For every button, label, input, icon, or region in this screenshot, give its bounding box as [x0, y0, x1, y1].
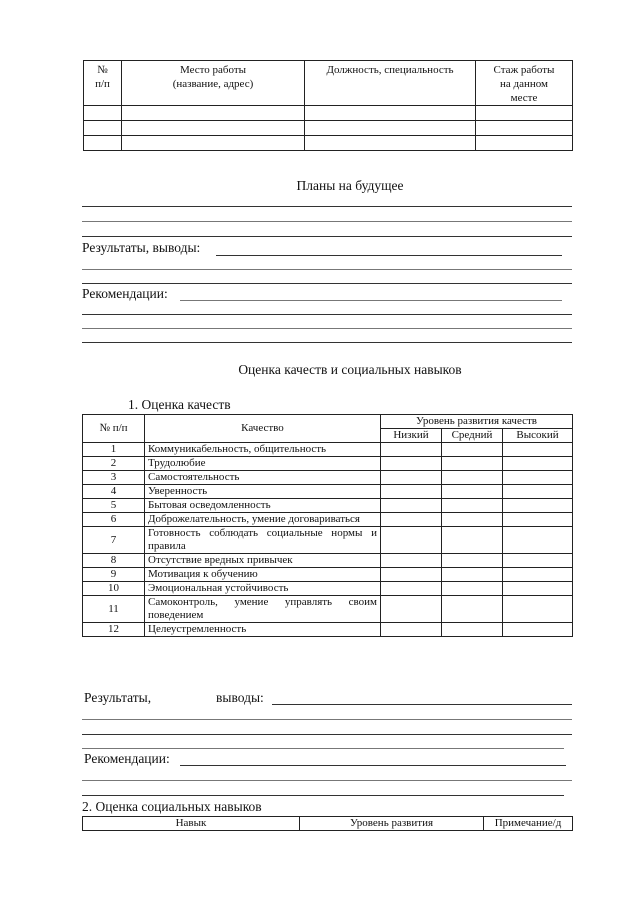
work-table-cell[interactable]: [84, 136, 122, 151]
quality-level-high-cell[interactable]: [503, 554, 573, 568]
quality-level-low-cell[interactable]: [381, 582, 442, 596]
quality-level-low-cell[interactable]: [381, 471, 442, 485]
work-history-table: [83, 60, 573, 151]
work-table-cell[interactable]: [84, 121, 122, 136]
work-table-cell[interactable]: [305, 106, 476, 121]
col-level-header: Уровень развития качеств: [381, 415, 573, 429]
recommendations-2-line-2[interactable]: [82, 780, 572, 781]
results-line-1[interactable]: [216, 255, 562, 256]
quality-level-mid-cell[interactable]: [442, 485, 503, 499]
quality-level-mid-cell[interactable]: [442, 596, 503, 623]
quality-level-low-cell[interactable]: [381, 623, 442, 637]
quality-number: 8: [83, 554, 145, 568]
quality-level-low-cell[interactable]: [381, 596, 442, 623]
work-col-tenure: Стаж работы на данном месте: [476, 61, 573, 106]
quality-name: Целеустремленность: [145, 623, 381, 637]
level-low-header: Низкий: [381, 429, 442, 443]
quality-name: Трудолюбие: [145, 457, 381, 471]
quality-level-mid-cell[interactable]: [442, 527, 503, 554]
level-high-header: Высокий: [503, 429, 573, 443]
quality-row: [83, 596, 573, 623]
quality-level-high-cell[interactable]: [503, 527, 573, 554]
quality-level-low-cell[interactable]: [381, 457, 442, 471]
quality-level-mid-cell[interactable]: [442, 499, 503, 513]
results-label: Результаты, выводы:: [82, 240, 201, 255]
quality-level-low-cell[interactable]: [381, 554, 442, 568]
quality-number: 6: [83, 513, 145, 527]
quality-level-mid-cell[interactable]: [442, 457, 503, 471]
quality-row: [83, 443, 573, 457]
skills-col-level: Уровень развития: [300, 817, 484, 831]
qualities-table: [82, 414, 573, 637]
work-table-cell[interactable]: [122, 136, 305, 151]
work-table-cell[interactable]: [122, 121, 305, 136]
quality-row: [83, 568, 573, 582]
results-line-3[interactable]: [82, 283, 572, 284]
quality-name: Бытовая осведомленность: [145, 499, 381, 513]
quality-name: Коммуникабельность, общительность: [145, 443, 381, 457]
work-table-cell[interactable]: [476, 136, 573, 151]
work-table-cell[interactable]: [305, 121, 476, 136]
quality-level-high-cell[interactable]: [503, 568, 573, 582]
level-mid-header: Средний: [442, 429, 503, 443]
quality-level-low-cell[interactable]: [381, 499, 442, 513]
qualities-subtitle: 1. Оценка качеств: [128, 397, 231, 412]
quality-name: Готовность соблюдать социальные нормы и правила: [145, 527, 381, 554]
skills-col-skill: Навык: [83, 817, 300, 831]
work-table-row: [84, 106, 573, 121]
skills-table: [82, 816, 573, 831]
quality-level-high-cell[interactable]: [503, 457, 573, 471]
results-2-line-4[interactable]: [82, 748, 564, 749]
col-quality-header: Качество: [145, 415, 381, 443]
quality-level-mid-cell[interactable]: [442, 554, 503, 568]
quality-number: 1: [83, 443, 145, 457]
work-col-place: Место работы (название, адрес): [122, 61, 305, 106]
quality-level-high-cell[interactable]: [503, 443, 573, 457]
quality-number: 7: [83, 527, 145, 554]
quality-name: Самоконтроль, умение управлять своим поведением: [145, 596, 381, 623]
quality-level-low-cell[interactable]: [381, 443, 442, 457]
work-table-cell[interactable]: [305, 136, 476, 151]
quality-name: Доброжелательность, умение договариваться: [145, 513, 381, 527]
recommendations-2-line-1[interactable]: [180, 765, 566, 766]
quality-row: [83, 471, 573, 485]
skills-title: 2. Оценка социальных навыков: [82, 799, 262, 814]
quality-level-mid-cell[interactable]: [442, 443, 503, 457]
quality-level-low-cell[interactable]: [381, 568, 442, 582]
quality-row: [83, 623, 573, 637]
recommendations-line-3[interactable]: [82, 328, 572, 329]
work-table-cell[interactable]: [476, 106, 573, 121]
results-2-label-a: Результаты,: [84, 690, 152, 705]
quality-level-low-cell[interactable]: [381, 527, 442, 554]
quality-row: [83, 457, 573, 471]
quality-level-high-cell[interactable]: [503, 513, 573, 527]
work-table-header: [84, 61, 573, 106]
recommendations-2-label: Рекомендации:: [84, 751, 170, 766]
skills-col-note: Примечание/д: [484, 817, 573, 831]
quality-level-mid-cell[interactable]: [442, 568, 503, 582]
assessment-title: Оценка качеств и социальных навыков: [238, 362, 462, 377]
work-table-cell[interactable]: [84, 106, 122, 121]
results-2-line-2[interactable]: [82, 719, 572, 720]
quality-level-high-cell[interactable]: [503, 582, 573, 596]
results-2-line-1[interactable]: [272, 704, 572, 705]
quality-row: [83, 554, 573, 568]
recommendations-2-line-3[interactable]: [82, 795, 564, 796]
quality-level-mid-cell[interactable]: [442, 471, 503, 485]
qualities-header-row: [83, 415, 573, 429]
quality-number: 2: [83, 457, 145, 471]
quality-name: Мотивация к обучению: [145, 568, 381, 582]
col-number-header: № п/п: [83, 415, 145, 443]
quality-number: 9: [83, 568, 145, 582]
plans-line-2[interactable]: [82, 221, 572, 222]
quality-level-mid-cell[interactable]: [442, 513, 503, 527]
recommendations-line-1[interactable]: [180, 300, 562, 301]
work-table-cell[interactable]: [476, 121, 573, 136]
quality-level-low-cell[interactable]: [381, 513, 442, 527]
plans-title: Планы на будущее: [296, 178, 404, 193]
quality-level-high-cell[interactable]: [503, 499, 573, 513]
quality-row: [83, 499, 573, 513]
quality-number: 12: [83, 623, 145, 637]
quality-number: 11: [83, 596, 145, 623]
quality-number: 5: [83, 499, 145, 513]
work-table-cell[interactable]: [122, 106, 305, 121]
quality-level-high-cell[interactable]: [503, 471, 573, 485]
quality-level-high-cell[interactable]: [503, 485, 573, 499]
quality-name: Эмоциональная устойчивость: [145, 582, 381, 596]
quality-level-mid-cell[interactable]: [442, 623, 503, 637]
quality-level-mid-cell[interactable]: [442, 582, 503, 596]
recommendations-label: Рекомендации:: [82, 286, 168, 301]
plans-line-1[interactable]: [82, 206, 572, 207]
recommendations-line-4[interactable]: [82, 342, 572, 343]
results-line-2[interactable]: [82, 269, 572, 270]
recommendations-line-2[interactable]: [82, 314, 572, 315]
quality-name: Уверенность: [145, 485, 381, 499]
skills-header-row: [83, 817, 573, 831]
work-table-row: [84, 136, 573, 151]
quality-row: [83, 527, 573, 554]
quality-level-high-cell[interactable]: [503, 596, 573, 623]
quality-level-low-cell[interactable]: [381, 485, 442, 499]
results-2-line-3[interactable]: [82, 734, 572, 735]
work-table-row: [84, 121, 573, 136]
quality-name: Отсутствие вредных привычек: [145, 554, 381, 568]
quality-row: [83, 582, 573, 596]
work-col-position: Должность, специальность: [305, 61, 476, 106]
quality-level-high-cell[interactable]: [503, 623, 573, 637]
quality-row: [83, 485, 573, 499]
plans-line-3[interactable]: [82, 236, 572, 237]
work-col-number: № п/п: [84, 61, 122, 106]
quality-number: 3: [83, 471, 145, 485]
results-2-label-b: выводы:: [216, 690, 264, 705]
quality-number: 4: [83, 485, 145, 499]
quality-row: [83, 513, 573, 527]
quality-name: Самостоятельность: [145, 471, 381, 485]
quality-number: 10: [83, 582, 145, 596]
